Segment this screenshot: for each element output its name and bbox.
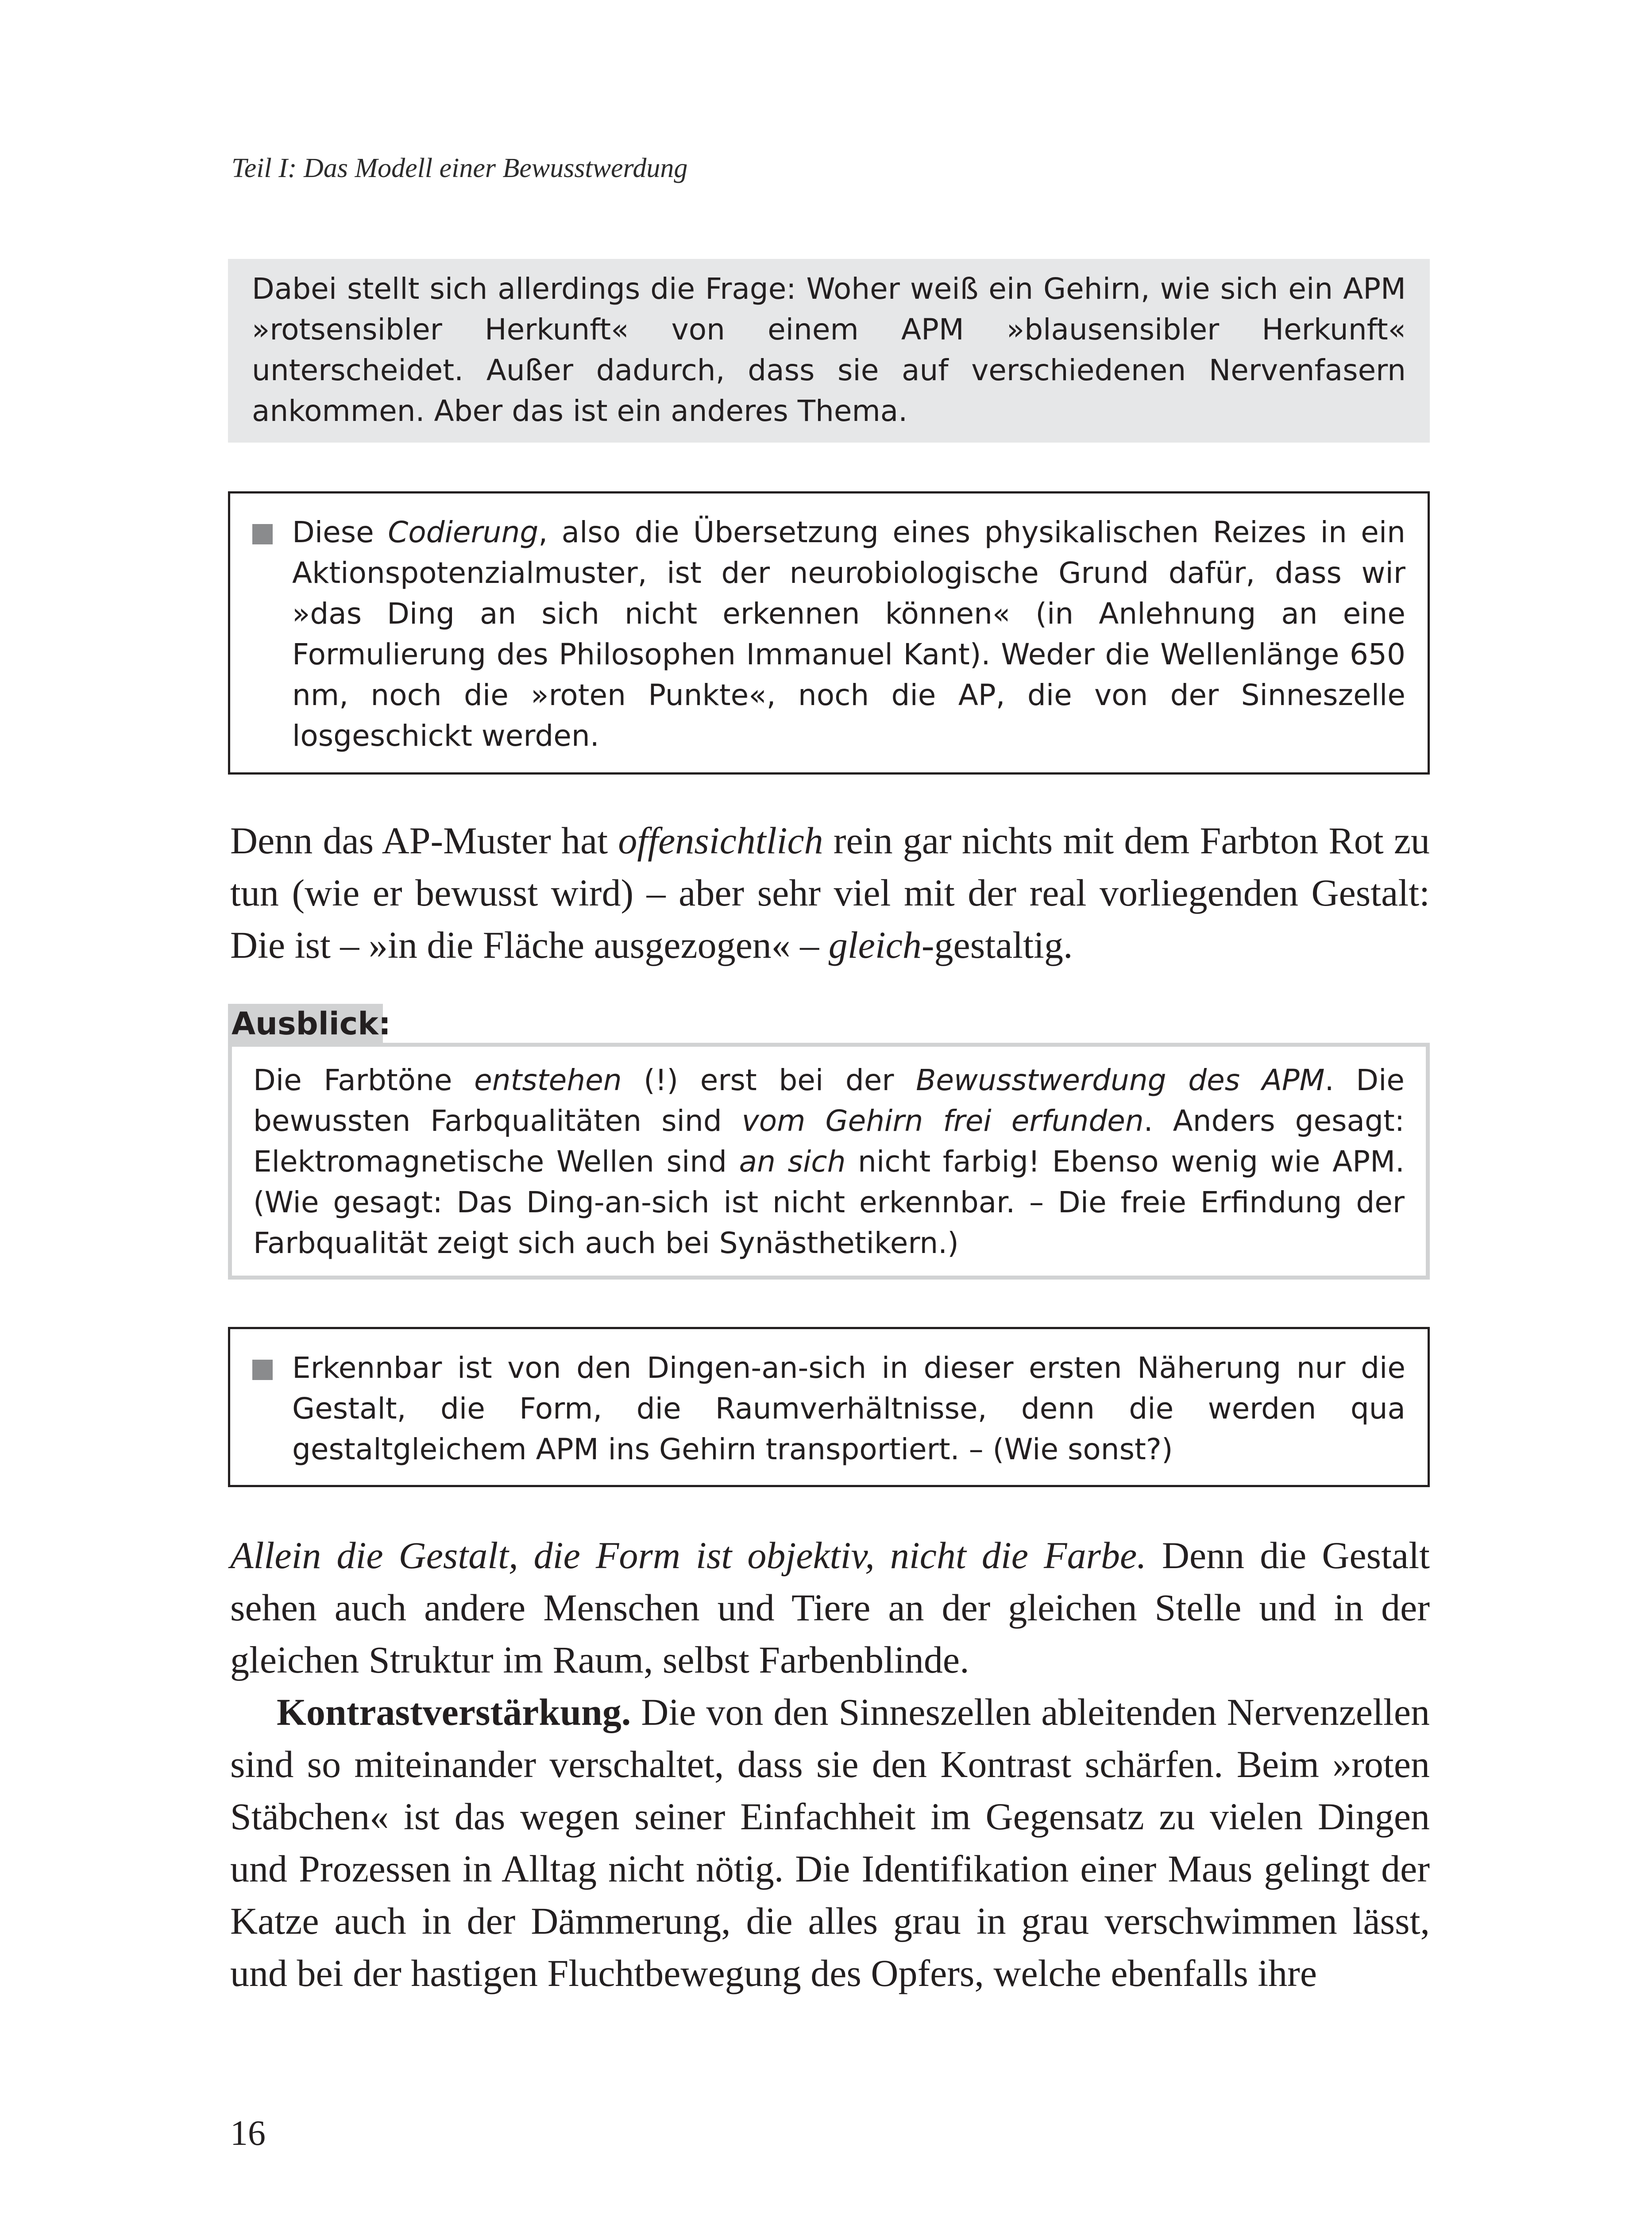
square-bullet-icon	[252, 1360, 273, 1380]
ausblick-text	[253, 1060, 1405, 1264]
para2-text-1: Denn die Gestalt sehen auch andere Menschen und Tiere an der gleichen Stelle und in der gleichen Struktur im Raum, selbst Farbenblinde.	[230, 1534, 1430, 1681]
para2-first	[230, 1529, 1430, 1686]
definition-box-codierung	[228, 491, 1430, 775]
ausblick-t1: Die Farbtöne	[253, 1063, 475, 1097]
running-head: Teil I: Das Modell einer Bewusstwerdung	[232, 153, 688, 183]
grey-note-box	[228, 259, 1430, 443]
ausblick-t5: nicht farbig! Ebenso wenig wie APM. (Wie gesagt: Das Ding-an-sich ist nicht erkennbar. – Die freie Erfindung der Farbqualität zeigt sich auch bei Synästhetikern.)	[253, 1145, 1405, 1260]
para1-text-1: Denn das AP-Muster hat	[230, 819, 618, 862]
page-number: 16	[230, 2114, 266, 2153]
para1-italic-2: gleich	[828, 924, 922, 966]
box1-text-2: , also die Übersetzung eines physikalischen Reizes in ein Aktionspotenzialmuster, ist der neurobiologische Grund dafür, dass wir »das Ding an sich nicht erkennen können« (in Anlehnung an eine Formulierung des Philosophen Immanuel Kant). Weder die Wellenlänge 650 nm, noch die »roten Punkte«, noch die AP, die von der Sinneszelle losgeschickt werden.	[292, 515, 1406, 753]
ausblick-i3: vom Gehirn frei erfunden	[741, 1104, 1144, 1138]
para2-second	[230, 1686, 1430, 1999]
box1-paragraph	[252, 512, 1405, 756]
box2-paragraph	[252, 1348, 1405, 1470]
ausblick-i1: entstehen	[474, 1063, 622, 1097]
para2-italic: Allein die Gestalt, die Form ist objektiv, nicht die Farbe.	[230, 1534, 1146, 1577]
para1-text-3: -gestaltig.	[921, 924, 1073, 966]
square-bullet-icon	[252, 524, 273, 544]
grey-note-text: Dabei stellt sich allerdings die Frage: Woher weiß ein Gehirn, wie sich ein APM »rotsensibler Herkunft« von einem APM »blausensibler Herkunft« unterscheidet. Außer dadurch, dass sie auf verschiedenen Nervenfasern ankommen. Aber das ist ein anderes Thema.	[252, 272, 1406, 428]
body-paragraph-2	[230, 1529, 1430, 1999]
para1-text-2: rein gar nichts mit dem Farbton Rot zu tun (wie er bewusst wird) – aber sehr viel mit der real vorliegenden Gestalt: Die ist – »in die Fläche ausgezogen« –	[230, 819, 1430, 966]
box1-text-1: Diese	[292, 515, 388, 549]
ausblick-t4: . Anders gesagt: Elektromagnetische Wellen sind	[253, 1104, 1405, 1179]
ausblick-box	[228, 1043, 1430, 1280]
ausblick-i4: an sich	[739, 1145, 846, 1179]
definition-box-erkennbar	[228, 1327, 1430, 1487]
body-paragraph-1	[230, 814, 1430, 971]
para2-text-2: Die von den Sinneszellen ableitenden Nervenzellen sind so miteinander verschaltet, dass sie den Kontrast schärfen. Beim »roten Stäbchen« ist das wegen seiner Einfachheit im Gegensatz zu vielen Dingen und Prozessen in Alltag nicht nötig. Die Identifikation einer Maus gelingt der Katze auch in der Dämmerung, die alles grau in grau verschwimmen lässt, und bei der hastigen Fluchtbewegung des Opfers, welche ebenfalls ihre	[230, 1691, 1430, 1994]
ausblick-t3: . Die bewussten Farbqualitäten sind	[253, 1063, 1405, 1138]
ausblick-t2: (!) erst bei der	[621, 1063, 916, 1097]
box2-text: Erkennbar ist von den Dingen-an-sich in dieser ersten Näherung nur die Gestalt, die Form, die Raumverhältnisse, denn die werden qua gestaltgleichem APM ins Gehirn transportiert. – (Wie sonst?)	[292, 1351, 1405, 1466]
ausblick-label: Ausblick:	[228, 1004, 383, 1043]
ausblick-i2: Bewusstwerdung des APM	[916, 1063, 1325, 1097]
para1-italic-1: offensichtlich	[618, 819, 823, 862]
box1-italic: Codierung	[388, 515, 539, 549]
para2-bold-heading: Kontrastverstärkung.	[277, 1691, 631, 1733]
